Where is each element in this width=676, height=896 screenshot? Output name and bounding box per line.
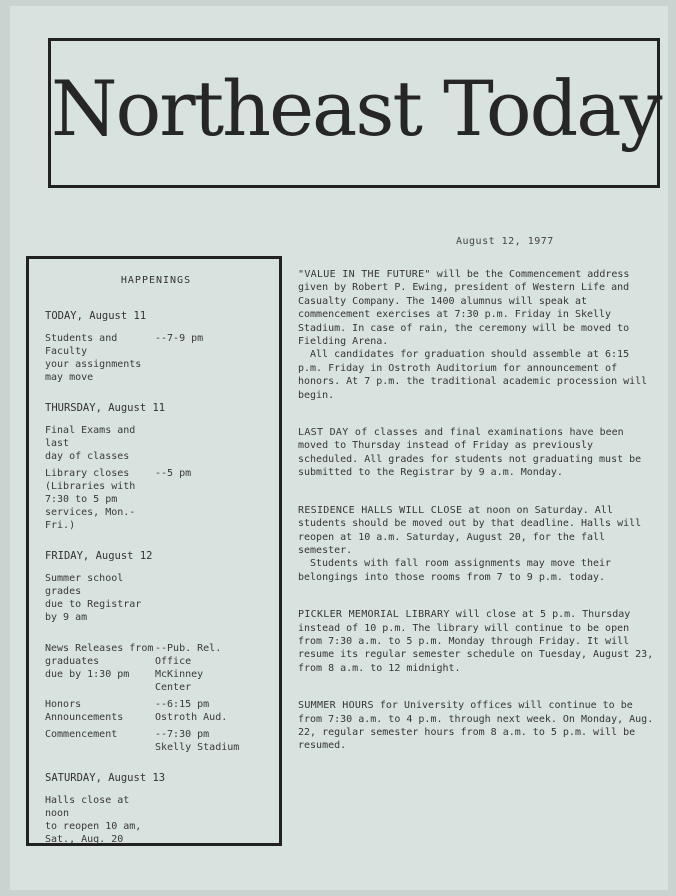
article-paragraph: [298, 268, 658, 348]
article-text: have been moved to Thursday instead of Friday as previously scheduled. All grades for students not graduating must be submitted to the Registrar by 9 a.m. Monday.: [298, 427, 642, 479]
article-text: at noon on Saturday. All students should be moved out by that deadline. Halls will reopen at 10 a.m. Saturday, August 20, for the fall semester.: [298, 504, 642, 556]
article-text: Students with fall room assignments may move their belongings into those rooms from 7 to 9 p.m. today.: [298, 558, 612, 583]
sidebar-heading: HAPPENINGS: [120, 275, 192, 286]
event-detail: --7-9 pm: [155, 333, 204, 344]
event-detail: [155, 794, 267, 846]
event-detail: --7:30 pm Skelly Stadium: [155, 729, 240, 753]
event-label: Halls close at noon to reopen 10 am, Sat., Aug. 20: [45, 795, 142, 845]
news-article: [298, 426, 658, 480]
event-item: [45, 698, 267, 724]
event-item: [45, 728, 267, 754]
article-paragraph: [298, 348, 658, 402]
event-item: [45, 467, 267, 532]
article-lead: "VALUE IN THE FUTURE": [298, 269, 431, 280]
article-lead: LAST DAY of classes and final examinations: [298, 427, 564, 439]
day-heading: SATURDAY, August 13: [45, 772, 166, 784]
event-item: [45, 572, 267, 624]
event-detail: --5 pm: [155, 468, 192, 479]
event-label: Commencement: [45, 729, 118, 740]
event-label: Final Exams and last day of classes: [45, 425, 136, 462]
masthead-title: Northeast Today: [51, 64, 661, 153]
news-article: [298, 608, 658, 675]
main-column: [298, 268, 658, 777]
news-article: [298, 504, 658, 584]
day-block: [45, 402, 267, 532]
masthead-box: [48, 38, 660, 188]
happenings-sidebar: [26, 256, 282, 846]
event-item: [45, 424, 267, 463]
day-block: [45, 642, 267, 754]
article-lead: RESIDENCE HALLS WILL CLOSE: [298, 504, 463, 516]
event-label: Students and Faculty your assignments may move: [45, 333, 142, 383]
news-article: [298, 699, 658, 753]
event-label: Library closes (Libraries with 7:30 to 5 pm services, Mon.-Fri.): [45, 468, 136, 531]
event-detail: --Pub. Rel. Office McKinney Center: [155, 643, 222, 693]
event-item: [45, 794, 267, 846]
event-detail: [155, 572, 267, 624]
event-label: Summer school grades due to Registrar by 9 am: [45, 573, 142, 623]
day-block: [45, 310, 267, 384]
article-text: will close at 5 p.m. Thursday instead of 10 p.m. The library will continue to be open from 7:30 a.m. to 5 p.m. Monday through Friday. It will resume its regular semester schedule on Tuesday, August 23, from 8 a.m. to 12 midnight.: [298, 609, 654, 674]
event-detail: [155, 424, 267, 463]
event-item: [45, 332, 267, 384]
article-text: All candidates for graduation should assemble at 6:15 p.m. Friday in Ostroth Auditorium for announcement of honors. At 7 p.m. the traditional academic procession will begin.: [298, 349, 648, 401]
event-label: Honors Announcements: [45, 699, 124, 723]
issue-date: August 12, 1977: [456, 236, 554, 247]
event-detail: --6:15 pm Ostroth Aud.: [155, 699, 228, 723]
article-lead: SUMMER HOURS: [298, 700, 374, 712]
article-paragraph: [298, 504, 658, 558]
event-label: News Releases from graduates due by 1:30 pm: [45, 643, 154, 680]
article-paragraph: [298, 608, 658, 675]
article-text: for University offices will continue to be from 7:30 a.m. to 4 p.m. through next week. On Monday, Aug. 22, regular semester hours from 8 a.m. to 5 p.m. will be resumed.: [298, 700, 654, 752]
article-paragraph: [298, 426, 658, 480]
event-item: [45, 642, 267, 694]
sidebar-days: [45, 310, 267, 846]
article-paragraph: [298, 699, 658, 753]
day-block: [45, 772, 267, 846]
news-article: [298, 268, 658, 402]
day-block: [45, 550, 267, 624]
day-heading: THURSDAY, August 11: [45, 402, 166, 414]
article-paragraph: [298, 557, 658, 584]
article-text: will be the Commencement address given by Robert P. Ewing, president of Western Life and Casualty Company. The 1400 alumnus will speak at commencement exercises at 7:30 p.m. Friday in Skelly Stadium. In case of rain, the ceremony will be moved to Fielding Arena.: [298, 269, 630, 348]
day-heading: FRIDAY, August 12: [45, 550, 153, 562]
article-lead: PICKLER MEMORIAL LIBRARY: [298, 609, 450, 621]
day-heading: TODAY, August 11: [45, 310, 147, 322]
